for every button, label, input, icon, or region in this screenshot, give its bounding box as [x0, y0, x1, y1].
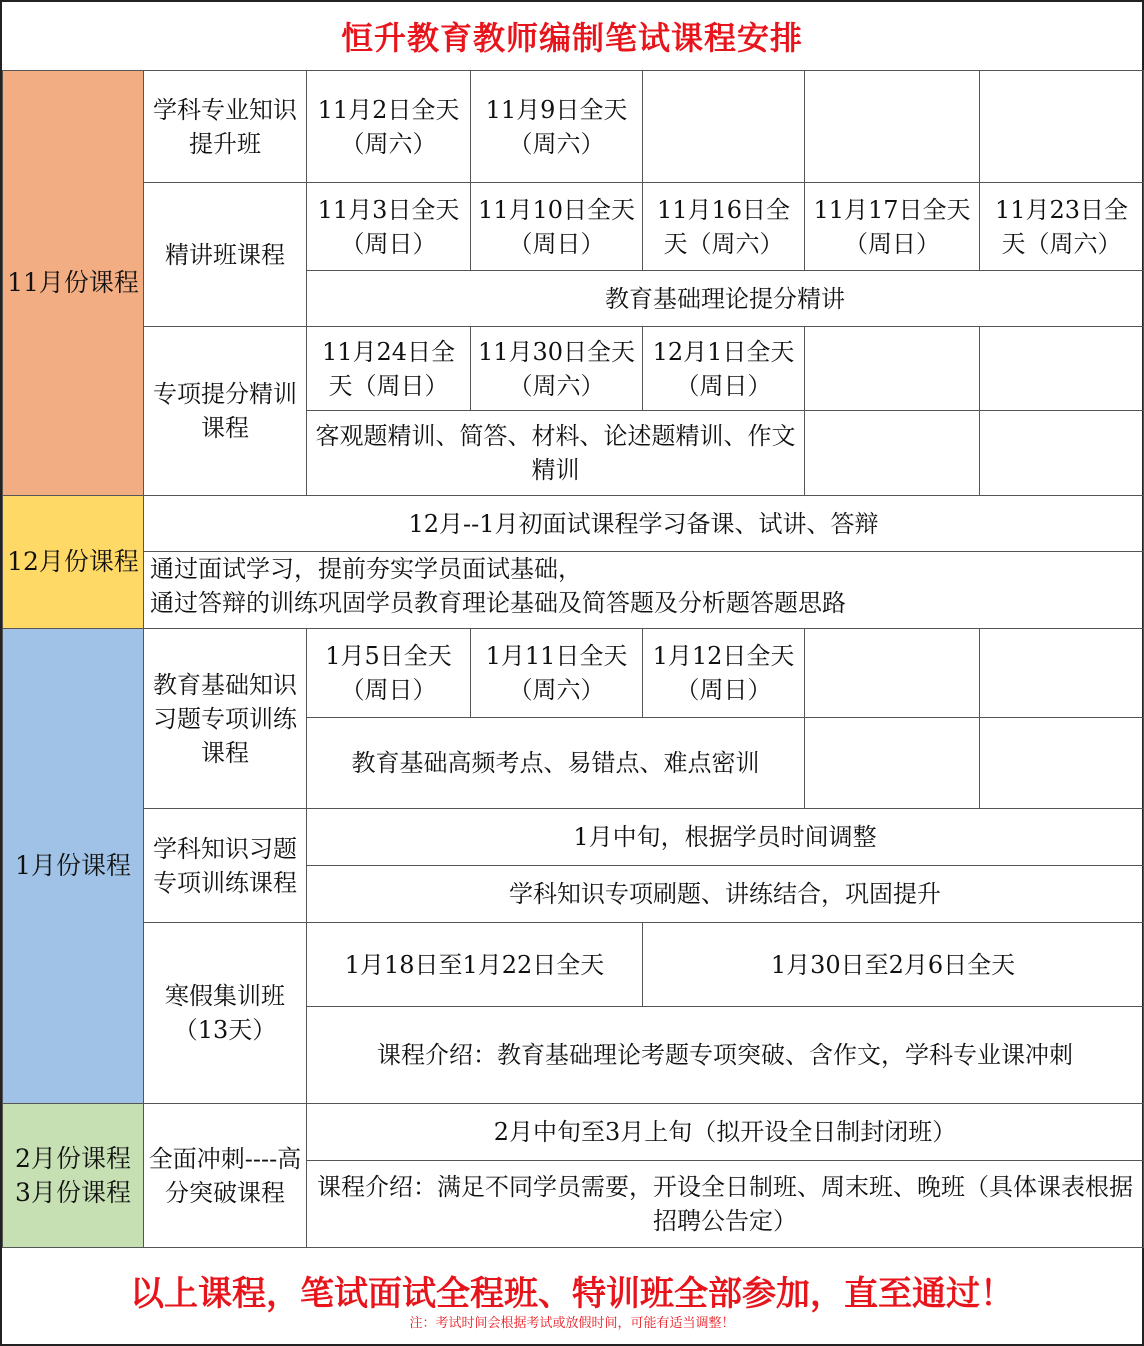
month-label-december: 12月份课程: [2, 495, 144, 629]
empty-cell: [979, 410, 1144, 496]
date-cell: 11月23日全天（周六）: [979, 182, 1144, 271]
date-cell: 1月12日全天（周日）: [642, 628, 805, 718]
date-cell: 11月16日全天（周六）: [642, 182, 805, 271]
date-cell: 11月9日全天（周六）: [470, 70, 643, 183]
date-cell: 12月1日全天（周日）: [642, 326, 805, 411]
empty-cell: [804, 326, 980, 411]
footer-note: 注：考试时间会根据考试或放假时间，可能有适当调整！: [409, 1316, 735, 1331]
empty-cell: [979, 717, 1144, 809]
course-name-subject-training: 学科知识习题专项训练课程: [143, 808, 307, 923]
empty-cell: [642, 70, 805, 183]
course-name-special: 专项提分精训课程: [143, 326, 307, 496]
winter-period-1: 1月18日至1月22日全天: [306, 922, 643, 1007]
date-cell: 11月24日全天（周日）: [306, 326, 471, 411]
date-cell: 11月3日全天（周日）: [306, 182, 471, 271]
december-line-1: 12月--1月初面试课程学习备课、试讲、答辩: [143, 495, 1144, 552]
footer: [2, 1248, 1142, 1344]
month-label-january: 1月份课程: [2, 628, 144, 1104]
course-intro: 课程介绍：满足不同学员需要，开设全日制班、周末班、晚班（具体课表根据招聘公告定）: [306, 1160, 1144, 1248]
date-cell: 11月30日全天（周六）: [470, 326, 643, 411]
date-cell: 11月17日全天（周日）: [804, 182, 980, 271]
winter-period-2: 1月30日至2月6日全天: [642, 922, 1144, 1007]
date-cell: 11月2日全天（周六）: [306, 70, 471, 183]
page-title: 恒升教育教师编制笔试课程安排: [340, 19, 803, 57]
course-topic: 教育基础高频考点、易错点、难点密训: [306, 717, 805, 809]
course-time: 1月中旬，根据学员时间调整: [306, 808, 1144, 866]
winter-class-name: 寒假集训班: [165, 982, 285, 1010]
december-description: [143, 551, 1144, 629]
empty-cell: [979, 628, 1144, 718]
date-cell: 1月5日全天（周日）: [306, 628, 471, 718]
course-topic: 教育基础理论提分精讲: [306, 270, 1144, 327]
december-line-2a: 通过面试学习，提前夯实学员面试基础，: [150, 555, 582, 583]
date-cell: 11月10日全天（周日）: [470, 182, 643, 271]
month-label-febmar: [2, 1103, 144, 1248]
winter-class-days: （13天）: [173, 1016, 277, 1044]
empty-cell: [804, 70, 980, 183]
month-label-november: 11月份课程: [2, 70, 144, 496]
course-name-edu-training: 教育基础知识习题专项训练课程: [143, 628, 307, 809]
month-label-february: 2月份课程: [15, 1143, 131, 1173]
course-name-winter: [143, 922, 307, 1104]
course-topic: 客观题精训、简答、材料、论述题精训、作文精训: [306, 410, 805, 496]
empty-cell: [804, 717, 980, 809]
course-intro: 课程介绍：教育基础理论考题专项突破、含作文，学科专业课冲刺: [306, 1006, 1144, 1104]
empty-cell: [804, 628, 980, 718]
empty-cell: [804, 410, 980, 496]
course-name-intensive: 精讲班课程: [143, 182, 307, 327]
date-cell: 1月11日全天（周六）: [470, 628, 643, 718]
empty-cell: [979, 326, 1144, 411]
december-line-2b: 通过答辩的训练巩固学员教育理论基础及简答题及分析题答题思路: [150, 589, 846, 617]
course-name-sprint: 全面冲刺----高分突破课程: [143, 1103, 307, 1248]
course-name-subject-upgrade: 学科专业知识提升班: [143, 70, 307, 183]
empty-cell: [979, 70, 1144, 183]
footer-slogan: 以上课程，笔试面试全程班、特训班全部参加，直至通过！: [130, 1274, 1014, 1314]
month-label-march: 3月份课程: [15, 1177, 131, 1207]
course-time: 2月中旬至3月上旬（拟开设全日制封闭班）: [306, 1103, 1144, 1161]
course-topic: 学科知识专项刷题、讲练结合，巩固提升: [306, 865, 1144, 923]
